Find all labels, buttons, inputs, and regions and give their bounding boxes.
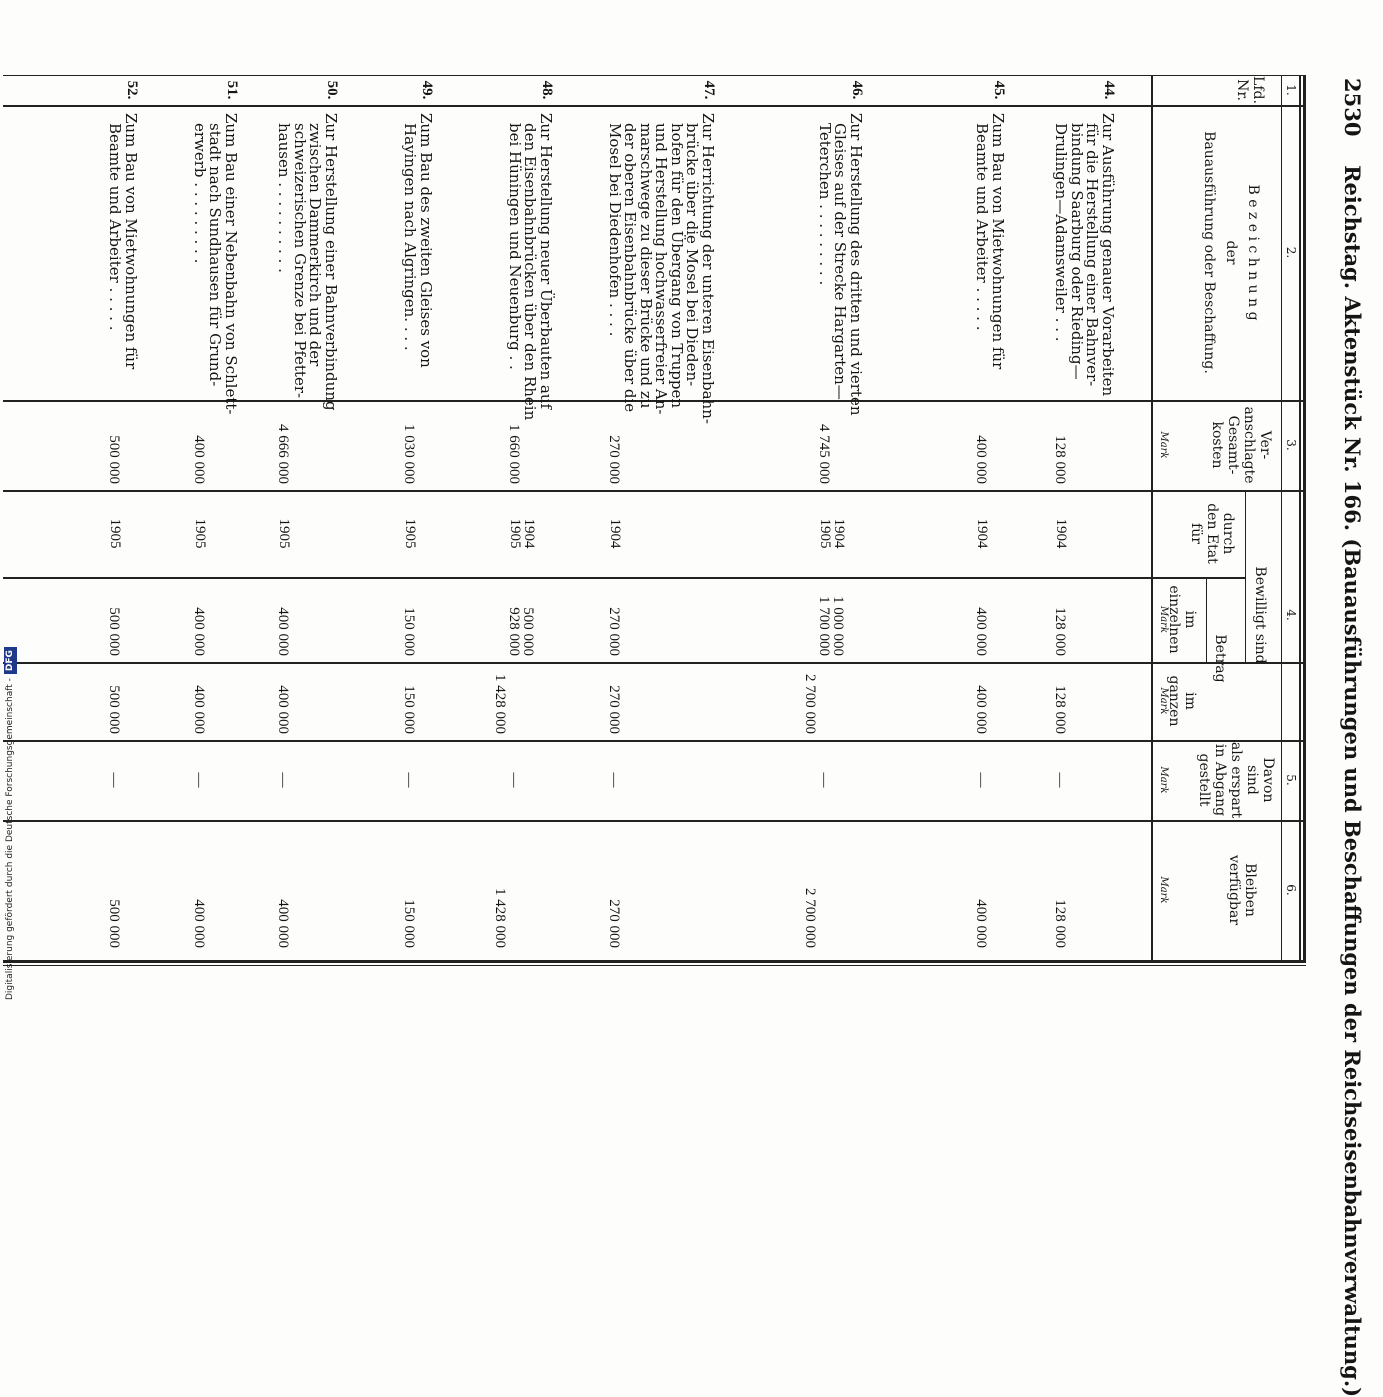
column-number-col6: 6. <box>1284 884 1298 896</box>
row-description-line: und Herstellung hochwasserfreier An- <box>652 123 671 415</box>
savings-value: — <box>1052 772 1069 788</box>
amount-total: 2 700 000 <box>802 674 818 734</box>
row-description-line: Beamte und Arbeiter . . . . . <box>973 123 992 331</box>
savings-value: — <box>275 772 292 788</box>
row-description-line: stadt nach Sundhausen für Grund- <box>206 123 225 387</box>
budget-year: 1905 <box>276 518 293 549</box>
estimated-cost: 400 000 <box>191 435 207 484</box>
table-top-rule-inner <box>1300 75 1302 960</box>
budget-year: 1904 <box>521 518 537 549</box>
budget-year: 1905 <box>817 518 833 549</box>
amount-total: 270 000 <box>606 685 622 734</box>
mark-unit-davon: Mark <box>1158 766 1169 794</box>
page-number: 2530 <box>1340 78 1365 137</box>
row-number: 47. <box>701 80 717 100</box>
row-description-line: Hayingen nach Algringen. . . . <box>401 123 420 351</box>
estimated-cost: 4 745 000 <box>816 424 832 484</box>
column-number-col2: 2. <box>1284 246 1298 259</box>
row-description-line: schweizerischen Grenze bei Pfetter- <box>291 123 309 399</box>
im-einzelnen-header-line: im <box>1182 610 1198 629</box>
row-description-line: den Eisenbahnbrücken über den Rhein <box>521 123 540 421</box>
column-number-col1: 1. <box>1284 84 1298 96</box>
durch-etat-header-line: den Etat <box>1204 503 1220 564</box>
row-description-line: hofen für den Übergang von Truppen <box>668 123 686 408</box>
bezeichnung-header-line: der <box>1223 240 1239 265</box>
estimated-cost: 400 000 <box>973 435 990 484</box>
row-description-line: Zum Bau des zweiten Gleises von <box>417 113 435 368</box>
row-description-line: Zum Bau einer Nebenbahn von Schlett- <box>222 113 240 415</box>
row-description-line: marschwege zu dieser Brücke und zu <box>637 123 655 409</box>
im-ganzen-header-line: im <box>1182 692 1198 710</box>
estimated-cost: 1 660 000 <box>506 424 522 484</box>
page-header <box>1340 78 1365 1397</box>
budget-year: 1905 <box>192 518 208 549</box>
budget-year: 1904 <box>974 518 991 549</box>
davon-header-line: sind <box>1244 765 1260 795</box>
row-description-line: Zur Herstellung neuer Überbauten auf <box>537 113 555 410</box>
available-value: 150 000 <box>401 899 418 948</box>
kosten-header-line: Gesamt- <box>1225 415 1241 475</box>
available-value: 400 000 <box>275 899 292 948</box>
column-number-rule <box>1281 75 1282 960</box>
available-value: 500 000 <box>106 899 123 948</box>
mark-unit-kosten: Mark <box>1158 431 1169 459</box>
savings-value: — <box>816 772 832 788</box>
digitization-footer <box>0 0 20 1000</box>
row-description-line: der oberen Eisenbahnbrücke über die <box>621 123 640 413</box>
budget-year: 1904 <box>607 518 623 549</box>
im-ganzen-header-line: ganzen <box>1166 675 1182 727</box>
amount-single: 928 000 <box>506 607 522 656</box>
available-value: 128 000 <box>1052 899 1069 948</box>
amount-single: 400 000 <box>973 607 990 656</box>
column-rule-a <box>3 105 1306 107</box>
row-description-line: Mosel bei Diedenhofen . . . . <box>606 123 624 337</box>
row-description-line: Gleises auf der Strecke Hargarten— <box>831 123 850 400</box>
amount-total: 400 000 <box>275 685 292 734</box>
row-description-line: bei Hüningen und Neuenburg . . <box>506 123 524 370</box>
estimated-cost: 1 030 000 <box>401 424 418 484</box>
davon-header-line: als erspart <box>1228 741 1244 819</box>
estimated-cost: 128 000 <box>1052 435 1069 484</box>
kosten-header-line: anschlagte <box>1241 406 1257 484</box>
column-number-col4: 4. <box>1284 609 1298 621</box>
budget-year: 1905 <box>107 518 124 549</box>
column-number-col3: 3. <box>1284 439 1298 451</box>
dfg-logo: DFG <box>4 647 17 674</box>
row-description-line: brücke über die Mosel bei Dieden- <box>683 123 702 387</box>
lfd-nr-header-line: Nr. <box>1234 79 1250 101</box>
lfd-nr-header-line: Lfd. <box>1250 76 1266 104</box>
bleiben-header-line: Bleiben <box>1242 863 1258 917</box>
im-einzelnen-header-line: einzelnen <box>1166 585 1182 654</box>
footer-text: Digitalisierung gefördert durch die Deutsche Forschungsgemeinschaft - <box>5 678 15 1000</box>
row-description-line: Teterchen . . . . . . . . . <box>816 123 834 286</box>
amount-single: 150 000 <box>401 607 418 656</box>
row-description-line: für die Herstellung einer Bahnver- <box>1083 123 1102 387</box>
row-description-line: Zur Herrichtung der unteren Eisenbahn- <box>699 113 717 424</box>
amount-total: 500 000 <box>106 685 123 734</box>
amount-total: 400 000 <box>973 685 990 734</box>
budget-year: 1905 <box>507 518 523 549</box>
row-number: 44. <box>1101 80 1117 100</box>
bewilligt-rule <box>1245 490 1246 662</box>
table-right-rule-inner <box>3 965 1306 966</box>
column-number-col5: 5. <box>1284 774 1298 786</box>
betrag-header: Betrag <box>1212 634 1228 683</box>
amount-single: 400 000 <box>275 607 292 656</box>
amount-single: 400 000 <box>191 607 207 656</box>
amount-single: 270 000 <box>606 607 622 656</box>
row-description-line: Zur Ausführung genauer Vorarbeiten <box>1099 113 1117 397</box>
amount-single: 500 000 <box>520 607 536 656</box>
savings-value: — <box>606 772 622 788</box>
mark-unit-ganzen: Mark <box>1158 687 1169 715</box>
row-number: 45. <box>991 80 1007 100</box>
row-description-line: Drulingen—Adamsweiler . . . <box>1052 123 1071 342</box>
row-description-line: Beamte und Arbeiter . . . . . <box>106 123 125 331</box>
davon-header-line: gestellt <box>1196 753 1212 807</box>
mark-unit-bleiben: Mark <box>1158 876 1169 904</box>
row-number: 49. <box>419 80 435 100</box>
savings-value: — <box>191 772 207 788</box>
row-description-line: Zur Herstellung des dritten und vierten <box>847 113 865 416</box>
estimated-cost: 500 000 <box>106 435 123 484</box>
betrag-rule <box>1206 577 1207 662</box>
amount-total: 150 000 <box>401 685 418 734</box>
row-description-line: bindung Saarburg oder Rieding— <box>1068 123 1086 380</box>
row-description-line: hausen . . . . . . . . . . <box>275 123 294 273</box>
table-right-rule <box>3 960 1306 963</box>
row-description-line: Zum Bau von Mietwohnungen für <box>122 113 140 370</box>
bezeichnung-header-line: Bauausführung oder Beschaffung. <box>1201 131 1217 374</box>
row-number: 52. <box>124 80 140 100</box>
mark-unit-einzelnen: Mark <box>1158 605 1169 634</box>
estimated-cost: 270 000 <box>606 435 622 484</box>
amount-single: 1 700 000 <box>816 596 832 656</box>
budget-year: 1904 <box>1053 518 1070 549</box>
bleiben-header-line: verfügbar <box>1226 854 1242 926</box>
available-value: 270 000 <box>606 899 622 948</box>
header-bottom-rule <box>1151 75 1153 960</box>
row-number: 50. <box>324 80 340 100</box>
estimated-cost: 4 666 000 <box>275 424 292 484</box>
row-number: 48. <box>539 80 555 100</box>
row-number: 46. <box>849 80 865 100</box>
budget-year: 1905 <box>402 518 419 549</box>
davon-header-line: Davon <box>1260 757 1276 803</box>
kosten-header-line: Ver- <box>1257 430 1273 460</box>
savings-value: — <box>506 772 522 788</box>
kosten-header-line: kosten <box>1209 421 1225 469</box>
row-description-line: Zur Herstellung einer Bahnverbindung <box>322 113 340 411</box>
savings-value: — <box>106 772 123 788</box>
budget-year: 1904 <box>831 518 847 549</box>
row-description-line: Zum Bau von Mietwohnungen für <box>989 113 1007 370</box>
savings-value: — <box>973 772 990 788</box>
page-title: Reichstag. Aktenstück Nr. 166. (Bauausführungen und Beschaffungen der Reichseisenbahnverwaltung.) <box>1340 165 1365 1397</box>
available-value: 400 000 <box>973 899 990 948</box>
amount-single: 500 000 <box>106 607 123 656</box>
durch-etat-header-line: durch <box>1220 512 1236 555</box>
available-value: 1 428 000 <box>492 888 508 948</box>
table-top-rule <box>1304 75 1307 960</box>
durch-etat-header-line: für <box>1188 523 1204 544</box>
amount-total: 1 428 000 <box>492 674 508 734</box>
row-description-line: zwischen Dammerkirch und der <box>306 123 325 367</box>
available-value: 2 700 000 <box>802 888 818 948</box>
amount-single: 1 000 000 <box>830 596 846 656</box>
row-description-line: erwerb . . . . . . . . . <box>191 123 209 264</box>
amount-single: 128 000 <box>1052 607 1069 656</box>
amount-total: 128 000 <box>1052 685 1069 734</box>
bezeichnung-header-line: B e z e i c h n u n g <box>1245 184 1261 321</box>
amount-total: 400 000 <box>191 685 207 734</box>
davon-header-line: in Abgang <box>1212 743 1228 817</box>
available-value: 400 000 <box>191 899 207 948</box>
row-number: 51. <box>224 80 240 100</box>
bewilligt-header: Bewilligt sind <box>1252 566 1268 664</box>
savings-value: — <box>401 772 418 788</box>
